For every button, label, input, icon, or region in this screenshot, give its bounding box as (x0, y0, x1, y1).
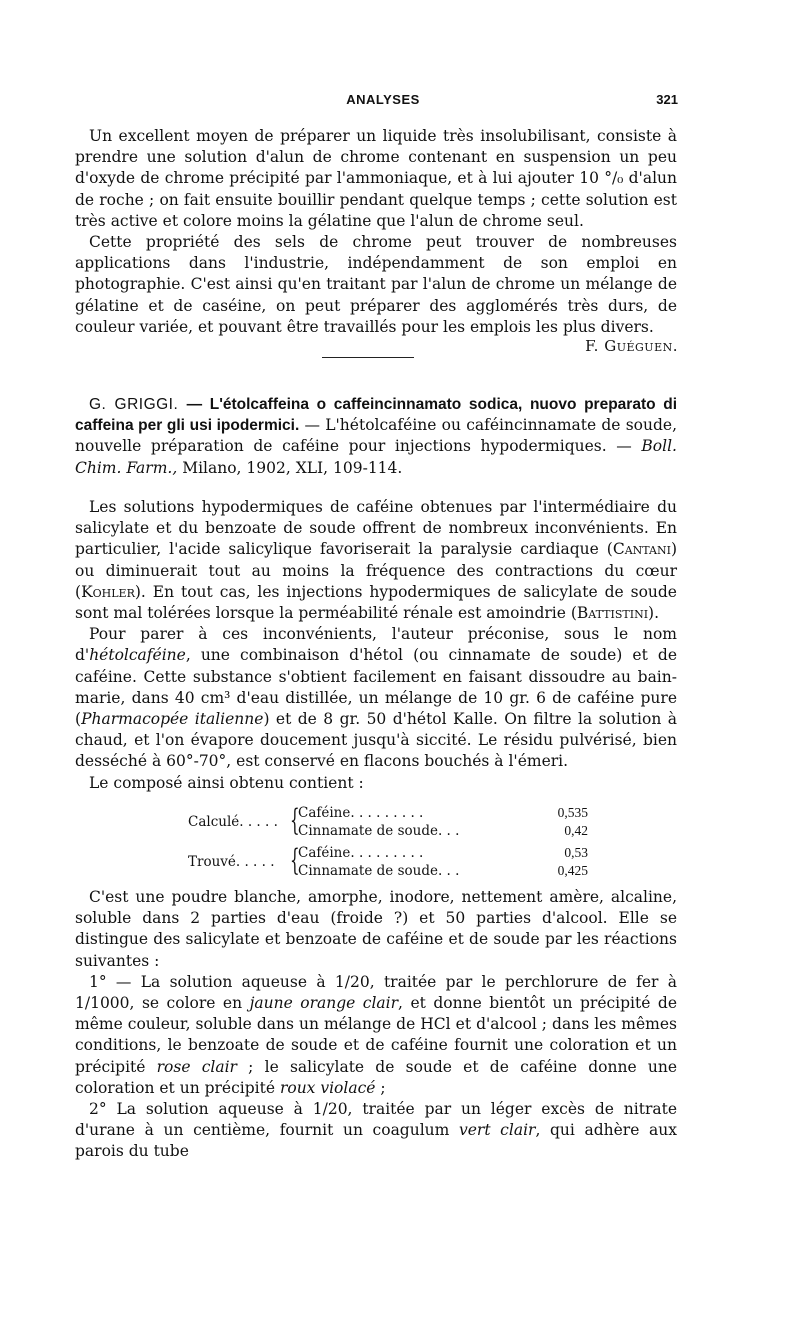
results-item: Cinnamate de soude. . . 0,42 (298, 823, 588, 839)
abstract-journal: Boll. Chim. Farm., (75, 437, 677, 477)
author-ref: Battistini (576, 604, 649, 623)
section-divider (322, 357, 414, 358)
brace: { (290, 843, 300, 878)
signature (585, 337, 678, 355)
page-header (88, 92, 678, 114)
brace: { (290, 803, 300, 838)
results-label: Calculé. . . . . (188, 814, 278, 830)
results-label: Trouvé. . . . . (188, 854, 275, 870)
results-item: Caféine. . . . . . . . . 0,53 (298, 845, 588, 861)
paragraph: Les solutions hypodermiques de caféine obtenues par l'intermédiaire du salicylate et du benzoate de soude offrent de nombreux inconvénients. En particulier, l'acide salicylique favoriserait la paralysie cardiaque (Cantani) ou diminuerait tout au moins la fréquence des contractions du cœur (Kohler). En tout cas, les injections hypodermiques de salicylate de soude sont mal tolérées lorsque la perméabilité rénale est amoindrie (Battistini). (75, 498, 677, 623)
results-row-calcule (188, 803, 588, 843)
abstract-citation: Milano, 1902, XLI, 109-114. (182, 458, 403, 477)
paragraph: Le composé ainsi obtenu contient : (89, 773, 364, 792)
signature-name: Guéguen. (604, 337, 678, 355)
paragraph: Un excellent moyen de préparer un liquide très insolubilisant, consiste à prendre une solution d'alun de chrome contenant en suspension un peu d'oxyde de chrome précipité par l'ammoniaque, et à lui ajouter 10 °/₀ d'alun de roche ; on fait ensuite bouillir pendant quelque temps ; cette solution est très active et colore moins la gélatine que l'alun de chrome seul. (75, 127, 677, 230)
paragraph: C'est une poudre blanche, amorphe, inodore, nettement amère, alcaline, soluble dans 2 parties d'eau (froide ?) et 50 parties d'alcool. Elle se distingue des salicylate et benzoate de caféine et de soude par les réactions suivantes : (75, 888, 677, 970)
abstract-heading (75, 394, 677, 479)
abstract-translation: — L'hétolcaféine ou caféincinnamate de soude, nouvelle préparation de caféine pour injections hypodermiques. — (75, 416, 677, 456)
abstract-body (75, 497, 677, 794)
results-item: Cinnamate de soude. . . 0,425 (298, 863, 588, 879)
running-title: ANALYSES (346, 92, 420, 107)
section-1-text (75, 126, 677, 338)
abstract-body-continued (75, 887, 677, 1163)
page-number: 321 (656, 92, 678, 107)
paragraph: 1° — La solution aqueuse à 1/20, traitée par le perchlorure de fer à 1/1000, se colore en jaune orange clair, et donne bientôt un précipité de même couleur, soluble dans un mélange de HCl et d'alcool ; dans les mêmes conditions, le benzoate de soude et de caféine fournit une coloration et un précipité rose clair ; le salicylate de soude et de caféine donne une coloration et un précipité roux violacé ; (75, 972, 677, 1097)
signature-initial: F. (585, 337, 599, 355)
results-row-trouve (188, 843, 588, 883)
results-table (188, 803, 588, 883)
paragraph: 2° La solution aqueuse à 1/20, traitée par un léger excès de nitrate d'urane à un centième, fournit un coagulum vert clair, qui adhère aux parois du tube (75, 1100, 677, 1161)
author-ref: Kohler (81, 582, 135, 601)
results-item: Caféine. . . . . . . . . 0,535 (298, 805, 588, 821)
abstract-title: — L'étolcaffeina o caffeincinnamato sodica, nuovo preparato di caffeina per gli usi ipodermici. (75, 396, 678, 435)
paragraph: Cette propriété des sels de chrome peut trouver de nombreuses applications dans l'industrie, indépendamment de son emploi en photographie. C'est ainsi qu'en traitant par l'alun de chrome un mélange de gélatine et de caséine, on peut préparer des agglomérés très durs, de couleur variée, et pouvant être travaillés pour les emplois les plus divers. (75, 233, 677, 336)
author-ref: Cantani (612, 540, 671, 559)
paragraph: Pour parer à ces inconvénients, l'auteur préconise, sous le nom d'hétolcaféine, une combinaison d'hétol (ou cinnamate de soude) et de caféine. Cette substance s'obtient facilement en faisant dissoudre au bain-marie, dans 40 cm³ d'eau distillée, un mélange de 10 gr. 6 de caféine pure (Pharmacopée italienne) et de 8 gr. 50 d'hétol Kalle. On filtre la solution à chaud, et l'on évapore doucement jusqu'à siccité. Le résidu pulvérisé, bien desséché à 60°-70°, est conservé en flacons bouchés à l'émeri. (75, 625, 677, 771)
abstract-author: G. GRIGGI. (89, 396, 179, 413)
